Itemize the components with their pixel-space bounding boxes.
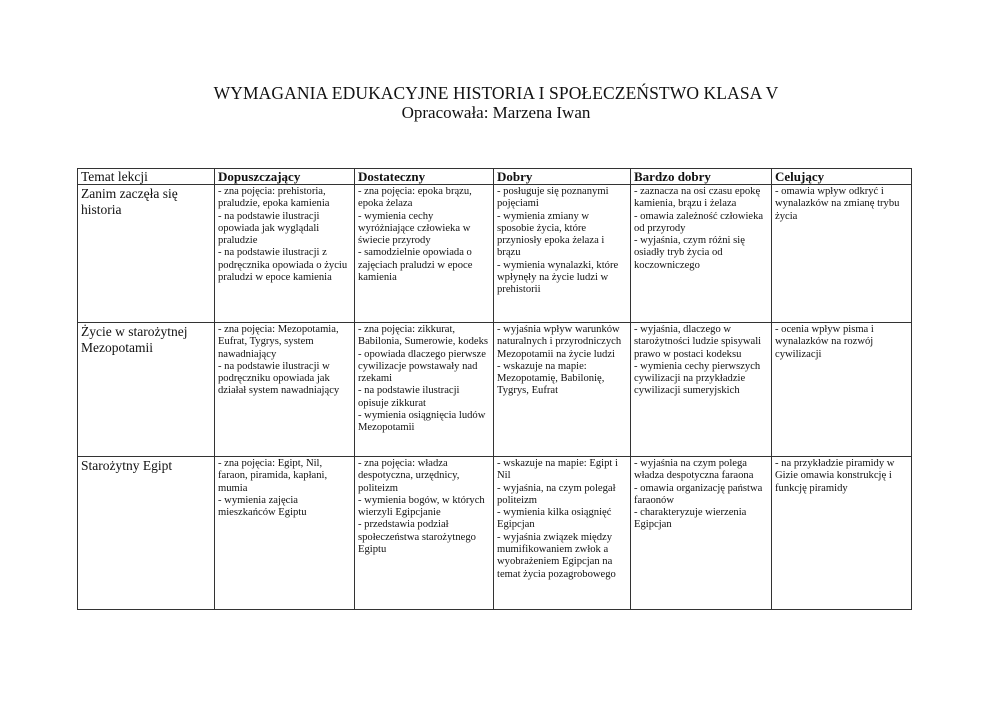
requirement-item: - wymienia cechy pierwszych cywilizacji na przykładzie cywilizacji sumeryjskich (634, 360, 761, 397)
requirement-cell (772, 457, 912, 610)
requirement-item: - samodzielnie opowiada o zajęciach praludzi w epoce kamienia (358, 247, 473, 284)
table-row (78, 457, 912, 610)
requirement-item: - wyjaśnia na czym polega władza despotyczna faraona (634, 458, 754, 482)
requirement-cell (215, 185, 355, 323)
requirement-item: - wyjaśnia, na czym polegał politeizm (497, 482, 616, 506)
requirement-item: - ocenia wpływ pisma i wynalazków na rozwój cywilizacji (775, 324, 874, 360)
table-row (78, 323, 912, 457)
requirement-item: - na podstawie ilustracji opisuje zikkurat (358, 385, 460, 409)
requirement-item: - wyjaśnia, czym różni się osiadły tryb życia od koczowniczego (634, 235, 745, 271)
requirement-item: - wymienia zajęcia mieszkańców Egiptu (218, 494, 307, 519)
requirement-item: - na podstawie ilustracji w podręczniku opowiada jak działał system nawadniający (218, 360, 340, 397)
requirement-item: - zna pojęcia: Egipt, Nil, faraon, piramida, kapłani, mumia (218, 458, 328, 494)
topic-cell: Zanim zaczęła się historia (78, 185, 215, 323)
requirement-item: - zna pojęcia: Mezopotamia, Eufrat, Tygrys, system nawadniający (218, 324, 339, 360)
requirement-cell (494, 323, 631, 457)
requirement-cell (494, 457, 631, 610)
header-dopuszczajacy: Dopuszczający (215, 169, 355, 185)
header-celujacy: Celujący (772, 169, 912, 185)
requirement-item: - charakteryzuje wierzenia Egipcjan (634, 507, 747, 531)
requirement-cell (631, 457, 772, 610)
requirement-item: - wymienia zmiany w sposobie życia, które przyniosły epoka żelaza i brązu (497, 210, 605, 259)
table-body (78, 185, 912, 610)
requirement-item: - na podstawie ilustracji opowiada jak wyglądali praludzie (218, 210, 320, 247)
requirement-item: - wymienia bogów, w których wierzyli Egipcjanie (358, 494, 485, 519)
requirement-cell (772, 185, 912, 323)
requirement-cell (355, 323, 494, 457)
requirement-item: - wymienia cechy wyróżniające człowieka w świecie przyrody (358, 210, 471, 247)
requirement-item: - omawia organizację państwa faraonów (634, 482, 763, 506)
table-header-row (78, 169, 912, 185)
requirement-item: - na podstawie ilustracji z podręcznika opowiada o życiu praludzi w epoce kamienia (218, 247, 348, 284)
requirement-cell (355, 185, 494, 323)
requirement-item: - wskazuje na mapie: Egipt i Nil (497, 458, 618, 482)
requirement-item: - na przykładzie piramidy w Gizie omawia konstrukcję i funkcję piramidy (775, 458, 895, 494)
requirement-cell (215, 457, 355, 610)
requirement-item: - zna pojęcia: władza despotyczna, urzędnicy, politeizm (358, 458, 460, 494)
requirement-item: - wskazuje na mapie: Mezopotamię, Babilonię, Tygrys, Eufrat (497, 360, 605, 397)
requirement-item: - wymienia wynalazki, które wpłynęły na życie ludzi w prehistorii (497, 259, 619, 296)
header-dobry: Dobry (494, 169, 631, 185)
requirement-item: - wymienia kilka osiągnięć Egipcjan (497, 507, 612, 531)
requirement-item: - zaznacza na osi czasu epokę kamienia, brązu i żelaza (634, 186, 761, 210)
requirement-item: - omawia wpływ odkryć i wynalazków na zmianę trybu życia (775, 186, 900, 222)
requirement-item: - wyjaśnia, dlaczego w starożytności ludzie spisywali prawo w postaci kodeksu (634, 324, 762, 360)
requirement-item: - wyjaśnia wpływ warunków naturalnych i przyrodniczych Mezopotamii na życie ludzi (497, 324, 622, 360)
requirement-item: - wyjaśnia związek między mumifikowaniem zwłok a wyobrażeniem Egipcjan na temat życia pozagrobowego (497, 531, 616, 580)
header-dostateczny: Dostateczny (355, 169, 494, 185)
requirement-item: - zna pojęcia: epoka brązu, epoka żelaza (358, 186, 472, 210)
requirement-cell (215, 323, 355, 457)
requirements-table (77, 168, 912, 610)
table-row (78, 185, 912, 323)
header-bardzo-dobry: Bardzo dobry (631, 169, 772, 185)
requirement-cell (631, 323, 772, 457)
topic-cell: Starożytny Egipt (78, 457, 215, 610)
document-title: WYMAGANIA EDUKACYJNE HISTORIA I SPOŁECZEŃSTWO KLASA V (213, 83, 779, 103)
requirement-item: - wymienia osiągnięcia ludów Mezopotamii (358, 410, 486, 434)
requirement-cell (355, 457, 494, 610)
requirement-item: - opowiada dlaczego pierwsze cywilizacje powstawały nad rzekami (358, 348, 486, 385)
requirement-cell (631, 185, 772, 323)
header-topic: Temat lekcji (78, 169, 215, 185)
topic-cell: Życie w starożytnej Mezopotamii (78, 323, 215, 457)
document-author: Opracowała: Marzena Iwan (401, 103, 591, 122)
requirement-cell (772, 323, 912, 457)
requirement-item: - omawia zależność człowieka od przyrody (634, 210, 764, 234)
requirement-item: - zna pojęcia: zikkurat, Babilonia, Sumerowie, kodeks (358, 324, 489, 348)
requirement-item: - zna pojęcia: prehistoria, praludzie, epoka kamienia (218, 186, 330, 210)
requirement-item: - posługuje się poznanymi pojęciami (497, 186, 609, 210)
requirement-cell (494, 185, 631, 323)
document-heading (0, 83, 992, 123)
requirement-item: - przedstawia podział społeczeństwa starożytnego Egiptu (358, 519, 476, 556)
